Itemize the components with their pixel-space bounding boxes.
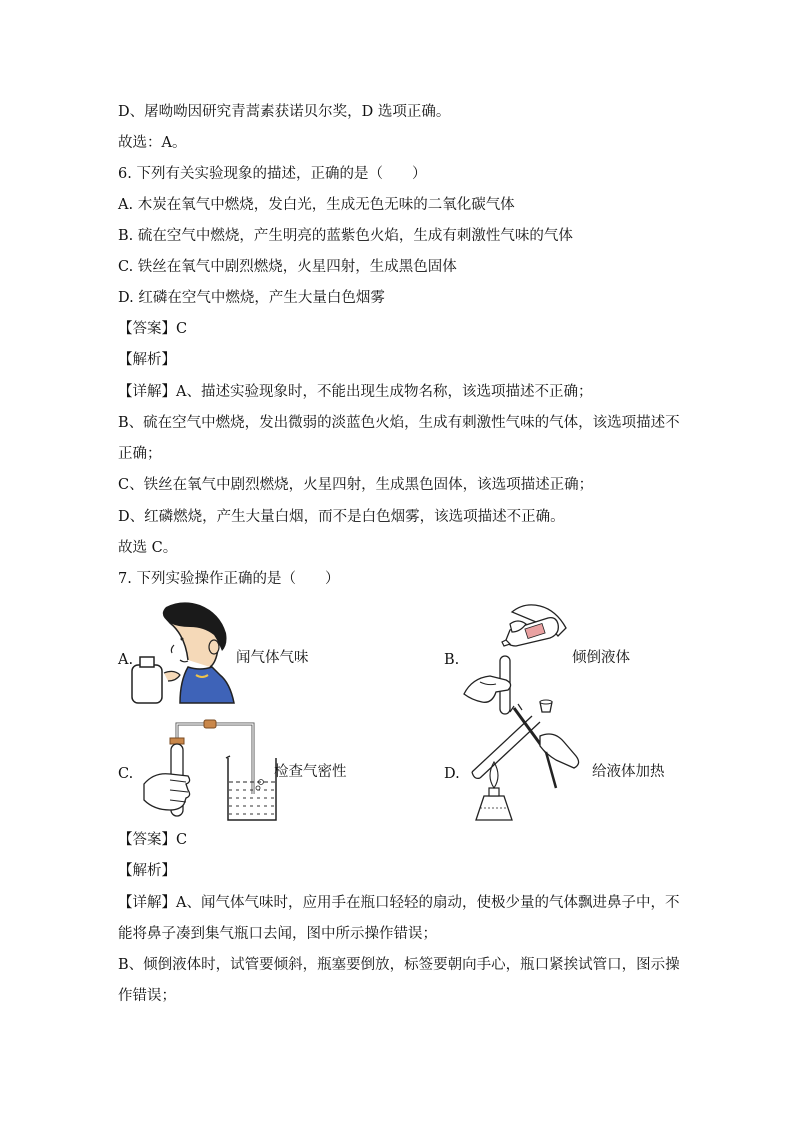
smelling-gas-illustration	[130, 605, 235, 705]
explanation-line: B、倾倒液体时，试管要倾斜，瓶塞要倒放，标签要朝向手心，瓶口紧挨试管口，图示操	[118, 957, 680, 973]
question-7-stem: 7. 下列实验操作正确的是（ ）	[118, 571, 340, 587]
answer-label: 【答案】C	[118, 321, 188, 337]
question-6-option-d: D. 红磷在空气中燃烧，产生大量白色烟雾	[118, 290, 385, 306]
answer-label: 【答案】C	[118, 832, 188, 848]
explanation-line: D、红磷燃烧，产生大量白烟，而不是白色烟雾，该选项描述不正确。	[118, 509, 565, 525]
explanation-line: 【详解】A、闻气体气味时，应用手在瓶口轻轻的扇动，使极少量的气体飘进鼻子中，不	[118, 895, 680, 911]
analysis-label: 【解析】	[118, 352, 176, 368]
conclusion-line: 故选 C。	[118, 540, 178, 556]
option-a-caption: 闻气体气味	[236, 650, 309, 666]
option-b-letter: B.	[444, 652, 460, 668]
question-6-option-c: C. 铁丝在氧气中剧烈燃烧，火星四射，生成黑色固体	[118, 259, 457, 275]
explanation-line: B、硫在空气中燃烧，发出微弱的淡蓝色火焰，生成有刺激性气味的气体，该选项描述不	[118, 415, 680, 431]
option-d-letter: D.	[444, 766, 460, 782]
text-line: 故选：A。	[118, 135, 187, 151]
question-6-stem: 6. 下列有关实验现象的描述，正确的是（ ）	[118, 166, 427, 182]
option-c-caption: 检查气密性	[274, 764, 347, 780]
question-6-option-a: A. 木炭在氧气中燃烧，发白光，生成无色无味的二氧化碳气体	[118, 197, 515, 213]
explanation-line: 作错误；	[118, 988, 176, 1004]
explanation-line: C、铁丝在氧气中剧烈燃烧，火星四射，生成黑色固体，该选项描述正确；	[118, 477, 594, 493]
airtightness-check-illustration	[140, 718, 280, 824]
question-6-option-b: B. 硫在空气中燃烧，产生明亮的蓝紫色火焰，生成有刺激性气味的气体	[118, 228, 573, 244]
option-d-caption: 给液体加热	[592, 764, 665, 780]
option-a-letter: A.	[118, 652, 134, 668]
explanation-line: 【详解】A、描述实验现象时，不能出现生成物名称，该选项描述不正确；	[118, 384, 593, 400]
explanation-line: 正确；	[118, 446, 162, 462]
option-c-letter: C.	[118, 766, 134, 782]
heating-liquid-illustration	[456, 702, 592, 826]
text-line: D、屠呦呦因研究青蒿素获诺贝尔奖，D 选项正确。	[118, 104, 451, 120]
analysis-label: 【解析】	[118, 863, 176, 879]
explanation-line: 能将鼻子凑到集气瓶口去闻，图中所示操作错误；	[118, 926, 437, 942]
option-b-caption: 倾倒液体	[572, 650, 630, 666]
